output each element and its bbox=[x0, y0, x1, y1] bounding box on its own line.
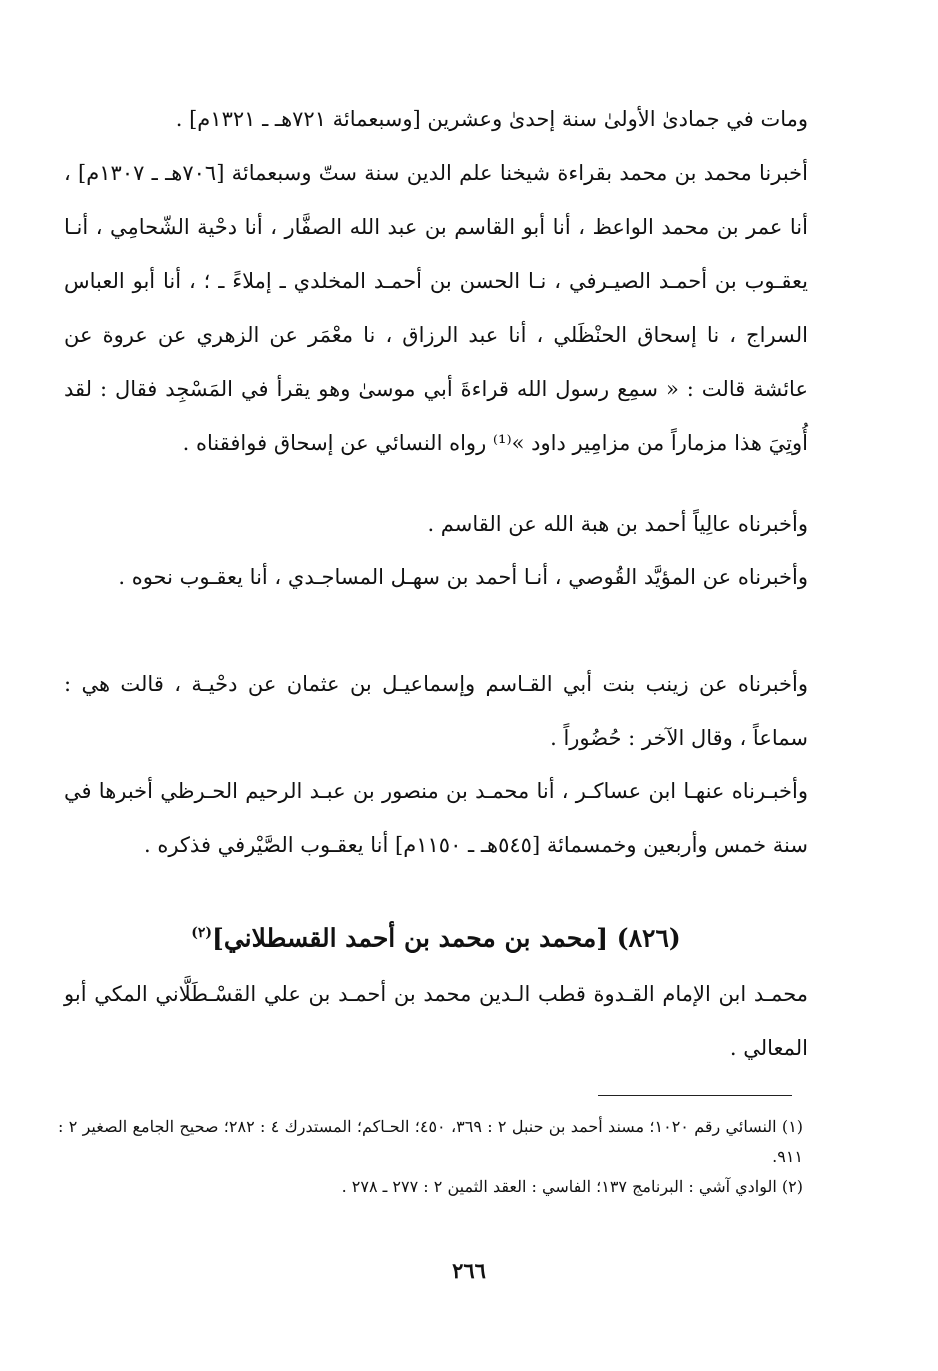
paragraph-muayyad-chain bbox=[64, 550, 808, 604]
paragraph-high-chain bbox=[64, 497, 808, 551]
paragraph-death-date bbox=[64, 92, 808, 146]
paragraph-biography bbox=[64, 967, 808, 1075]
paragraph-text: محمـد ابن الإمام القـدوة قطب الـدين محمد بن أحمـد بن علي القسْـطَلَّاني المكي أبو المعالي . bbox=[64, 982, 808, 1060]
paragraph-text: وأخبرناه عن زينب بنت أبي القـاسم وإسماعيـل بن عثمان عن دحْيـة ، قالت هي : سماعاً ، وقال الآخر : حُضُوراً . bbox=[64, 672, 808, 750]
paragraph-text: أخبرنا محمد بن محمد بقراءة شيخنا علم الدين سنة ستّ وسبعمائة [٧٠٦هـ ـ ١٣٠٧م] ، أنا عمر بن محمد الواعظ ، أنا أبو القاسم بن عبد الله الصفَّار ، أنا دحْية الشّحامِي ، أنـا يعقـوب بن أحمـد الصيـرفي ، نـا الحسن بن أحمـد المخلدي ـ إملاءً ـ ؛ ، أنا أبو العباس السراج ، نا إسحاق الحنْظَلي ، أنا عبد الرزاق ، نا معْمَر عن الزهري عن عروة عن عائشة قالت : « سمِع رسول الله قراءةَ أبي موسىٰ وهو يقرأ في المَسْجِد فقال : لقد أُوتِيَ هذا مزماراً من مزامِير داود »⁽¹⁾ رواه النسائي عن إسحاق فوافقناه . bbox=[64, 161, 809, 455]
footnote-1: (١) النسائي رقم ١٠٢٠؛ مسند أحمد بن حنبل ٢ : ٣٦٩، ٤٥٠؛ الحـاكم؛ المستدرك ٤ : ٢٨٢؛ صحيح الجامع الصغير ٢ : ٩١١. bbox=[58, 1117, 804, 1166]
paragraph-text: وأخبـرناه عنهـا ابن عساكـر ، أنا محمـد بن منصور بن عبـد الرحيم الحـرظي أخبرها في سنة خمس وأربعين وخمسمائة [٥٤٥هـ ـ ١١٥٠م] أنا يعقـوب الصَّيْرفي فذكره . bbox=[64, 779, 808, 857]
paragraph-hadith-chain bbox=[64, 146, 808, 470]
paragraph-text: وأخبرناه عالِياً أحمد بن هبة الله عن القاسم . bbox=[427, 512, 808, 536]
page-number: ٢٦٦ bbox=[452, 1258, 486, 1283]
footnote-reference[interactable]: (٢) bbox=[191, 925, 213, 941]
paragraph-text: ومات في جمادىٰ الأولىٰ سنة إحدىٰ وعشرين [وسبعمائة ٧٢١هـ ـ ١٣٢١م] . bbox=[175, 107, 808, 131]
footnote-2: (٢) الوادي آشي : البرنامج ١٣٧؛ الفاسي : العقد الثمين ٢ : ٢٧٧ ـ ٢٧٨ . bbox=[341, 1177, 803, 1196]
footnote-divider bbox=[598, 1095, 792, 1096]
footnotes-section bbox=[58, 1112, 803, 1202]
entry-title: (٨٢٦) [محمد بن محمد بن أحمد القسطلاني] bbox=[212, 923, 681, 953]
entry-heading bbox=[64, 908, 808, 963]
paragraph-zaynab-chain bbox=[64, 657, 808, 765]
paragraph-asakir-chain bbox=[64, 764, 808, 872]
paragraph-text: وأخبرناه عن المؤيَّد القُوصي ، أنـا أحمد بن سهـل المساجـدي ، أنا يعقـوب نحوه . bbox=[118, 565, 808, 589]
